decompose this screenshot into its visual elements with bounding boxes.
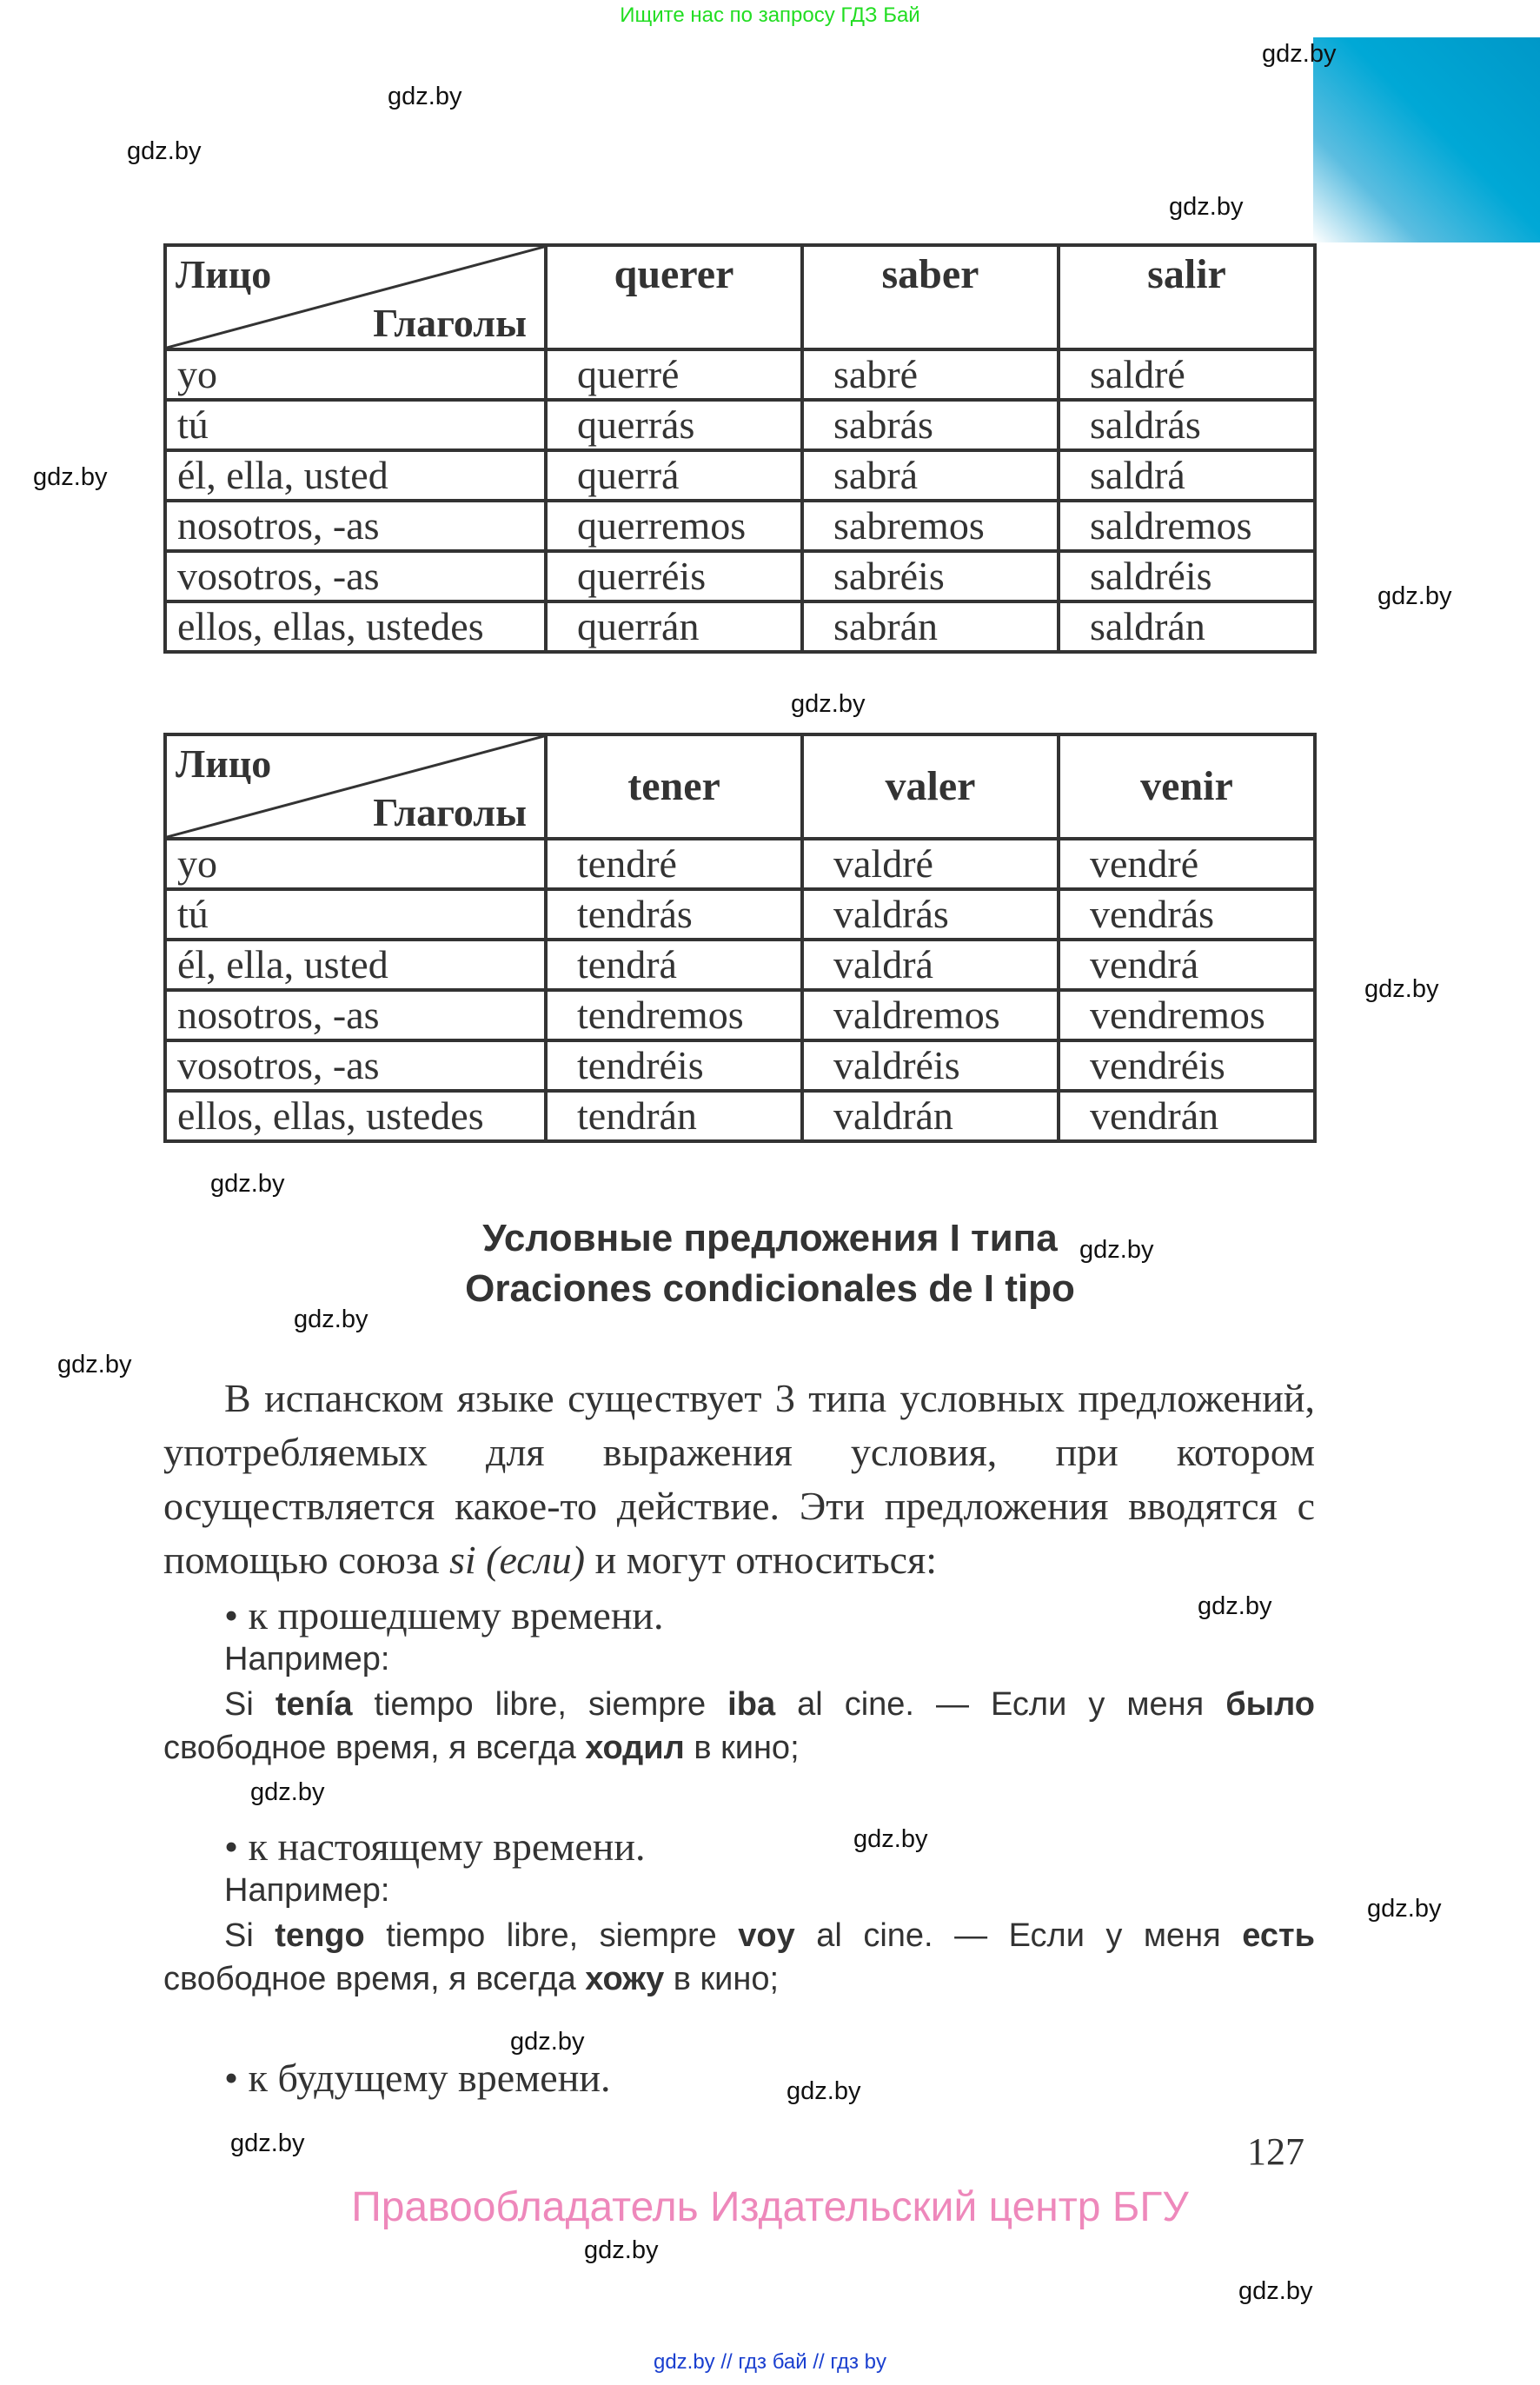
intro-paragraph — [163, 1372, 1315, 1587]
table-row — [165, 450, 1315, 501]
bullet-past: • к прошедшему времени. — [224, 1593, 664, 1638]
form-cell: querremos — [546, 501, 802, 551]
form-cell: sabrán — [802, 601, 1059, 652]
intro-text-end: и могут относиться: — [585, 1538, 938, 1582]
form-cell: saldrán — [1059, 601, 1315, 652]
form-cell: sabréis — [802, 551, 1059, 601]
form-cell: saldréis — [1059, 551, 1315, 601]
form-cell: querréis — [546, 551, 802, 601]
verb-header: venir — [1059, 734, 1315, 839]
form-cell: querrás — [546, 400, 802, 450]
table-row — [165, 551, 1315, 601]
form-cell: tendremos — [546, 990, 802, 1040]
watermark: gdz.by — [230, 2129, 305, 2157]
verbs-label: Глаголы — [373, 790, 527, 834]
example-label: Например: — [224, 1641, 390, 1677]
table-row — [165, 839, 1315, 889]
watermark: gdz.by — [294, 1305, 368, 1333]
footer-links[interactable]: gdz.by // гдз бай // гдз by — [653, 2350, 887, 2374]
watermark: gdz.by — [787, 2077, 861, 2105]
watermark: gdz.by — [1169, 193, 1244, 221]
form-cell: querrá — [546, 450, 802, 501]
form-cell: valdremos — [802, 990, 1059, 1040]
watermark: gdz.by — [250, 1778, 325, 1806]
form-cell: valdrá — [802, 940, 1059, 990]
bullet-present: • к настоящему времени. — [224, 1824, 646, 1869]
person-cell: él, ella, usted — [165, 940, 546, 990]
intro-text: В испанском языке существует 3 типа условных предложений, употребляемых для выражения условия, при котором осуществляется какое-то действие. Эти предложения вводятся с помощью союза — [163, 1376, 1315, 1582]
decorative-corner-gradient — [1313, 37, 1540, 242]
form-cell: sabremos — [802, 501, 1059, 551]
person-cell: él, ella, usted — [165, 450, 546, 501]
verb-header: salir — [1059, 245, 1315, 349]
table-row — [165, 889, 1315, 940]
watermark: gdz.by — [1238, 2277, 1313, 2305]
form-cell: tendréis — [546, 1040, 802, 1091]
person-cell: yo — [165, 349, 546, 400]
form-cell: vendrá — [1059, 940, 1315, 990]
watermark: gdz.by — [1364, 975, 1439, 1003]
corner-header-cell — [165, 245, 546, 349]
form-cell: vendréis — [1059, 1040, 1315, 1091]
example-label: Например: — [224, 1872, 390, 1909]
watermark: gdz.by — [210, 1170, 285, 1198]
table-row — [165, 400, 1315, 450]
person-cell: vosotros, -as — [165, 551, 546, 601]
form-cell: vendrán — [1059, 1091, 1315, 1141]
form-cell: tendrás — [546, 889, 802, 940]
watermark: gdz.by — [33, 463, 108, 491]
verb-header: tener — [546, 734, 802, 839]
person-label: Лицо — [176, 741, 272, 786]
table-row — [165, 1091, 1315, 1141]
person-cell: tú — [165, 889, 546, 940]
table-row — [165, 349, 1315, 400]
form-cell: sabré — [802, 349, 1059, 400]
form-cell: saldré — [1059, 349, 1315, 400]
watermark: gdz.by — [853, 1825, 928, 1853]
watermark: gdz.by — [584, 2236, 659, 2264]
person-cell: vosotros, -as — [165, 1040, 546, 1091]
form-cell: valdré — [802, 839, 1059, 889]
copyright-notice: Правообладатель Издательский центр БГУ — [351, 2184, 1189, 2230]
form-cell: sabrá — [802, 450, 1059, 501]
table-row — [165, 1040, 1315, 1091]
verb-header: valer — [802, 734, 1059, 839]
form-cell: valdrás — [802, 889, 1059, 940]
watermark: gdz.by — [1079, 1236, 1154, 1264]
form-cell: vendremos — [1059, 990, 1315, 1040]
form-cell: saldrás — [1059, 400, 1315, 450]
search-hint-banner: Ищите нас по запросу ГДЗ Бай — [620, 3, 920, 27]
watermark: gdz.by — [127, 137, 202, 165]
example-present: Si tengo tiempo libre, siempre voy al cine. — Если у меня есть свободное время, я всегда хожу в кино; — [163, 1917, 1315, 1997]
person-cell: ellos, ellas, ustedes — [165, 601, 546, 652]
watermark: gdz.by — [1377, 582, 1452, 610]
form-cell: vendré — [1059, 839, 1315, 889]
person-cell: ellos, ellas, ustedes — [165, 1091, 546, 1141]
form-cell: saldrá — [1059, 450, 1315, 501]
section-title-es: Oraciones condicionales de I tipo — [465, 1267, 1075, 1310]
page-number: 127 — [1247, 2130, 1304, 2173]
conjunction-si: si (если) — [449, 1538, 586, 1582]
watermark: gdz.by — [791, 690, 866, 718]
section-title-ru: Условные предложения I типа — [482, 1217, 1058, 1259]
table-row — [165, 990, 1315, 1040]
verb-header: querer — [546, 245, 802, 349]
form-cell: saldremos — [1059, 501, 1315, 551]
form-cell: tendrán — [546, 1091, 802, 1141]
verb-header: saber — [802, 245, 1059, 349]
form-cell: tendrá — [546, 940, 802, 990]
form-cell: vendrás — [1059, 889, 1315, 940]
person-cell: yo — [165, 839, 546, 889]
watermark: gdz.by — [1198, 1592, 1272, 1620]
conjugation-table-1 — [163, 243, 1317, 654]
person-cell: tú — [165, 400, 546, 450]
form-cell: tendré — [546, 839, 802, 889]
watermark: gdz.by — [57, 1351, 132, 1379]
form-cell: sabrás — [802, 400, 1059, 450]
watermark: gdz.by — [1367, 1895, 1442, 1923]
example-past: Si tenía tiempo libre, siempre iba al cine. — Если у меня было свободное время, я всегда ходил в кино; — [163, 1686, 1315, 1766]
verbs-label: Глаголы — [373, 301, 527, 345]
person-cell: nosotros, -as — [165, 501, 546, 551]
table-header-row — [165, 734, 1315, 839]
conjugation-table-2 — [163, 733, 1317, 1143]
corner-header-cell — [165, 734, 546, 839]
watermark: gdz.by — [1262, 40, 1337, 68]
table-row — [165, 940, 1315, 990]
table-row — [165, 601, 1315, 652]
watermark: gdz.by — [388, 83, 462, 110]
table-row — [165, 501, 1315, 551]
table-header-row — [165, 245, 1315, 349]
watermark: gdz.by — [510, 2028, 585, 2056]
form-cell: valdréis — [802, 1040, 1059, 1091]
form-cell: valdrán — [802, 1091, 1059, 1141]
form-cell: querré — [546, 349, 802, 400]
person-cell: nosotros, -as — [165, 990, 546, 1040]
form-cell: querrán — [546, 601, 802, 652]
bullet-future: • к будущему времени. — [224, 2056, 611, 2100]
person-label: Лицо — [176, 252, 272, 296]
